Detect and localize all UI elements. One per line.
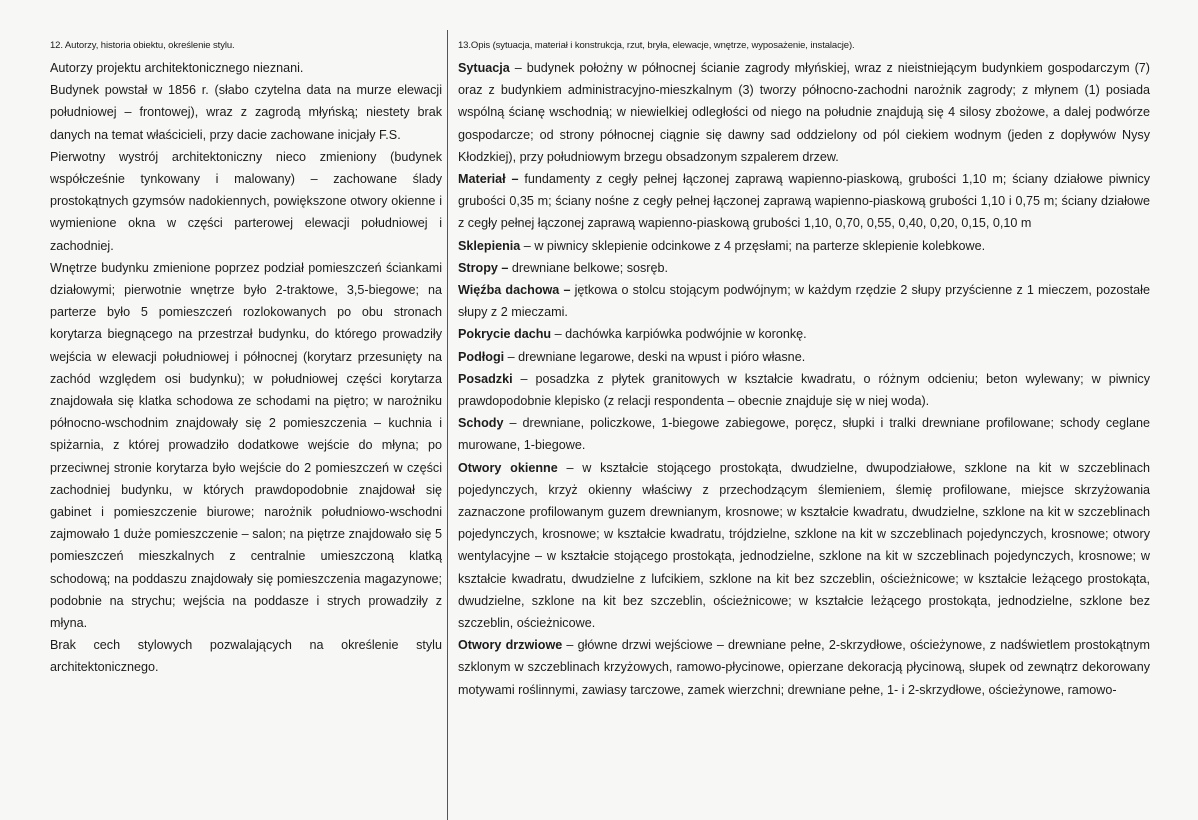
right-column (458, 38, 1150, 701)
item-text: – w kształcie stojącego prostokąta, dwudzielne, dwupodziałowe, szklone na kit w szczeblinach pojedynczych, krzyż okienny właściwy z przechodzącym ślemieniem, ślemię profilowane, miejsce skrzyżowania zaznaczone profilowanym guzem drewnianym, krosnowe; w kształcie kwadratu, dwudzielne, szklone na kit w szczeblinach pojedynczych, krosnowe; w kształcie kwadratu, trójdzielne, szklone na kit w szczeblinach pojedynczych, krosnowe; otwory wentylacyjne – w kształcie stojącego prostokąta, jednodzielne, szklone na kit w szczeblinach pojedynczych, krosnowe; w kształcie kwadratu, dwudzielne z lufcikiem, szklone na kit bez szczeblin, ościeżnicowe; w kształcie leżącego prostokąta, dwudzielne, szklone na kit bez szczeblin, ościeżnicowe; w kształcie leżącego prostokąta, jednodzielne, szklone bez szczeblin, ościeżnicowe. (458, 460, 1150, 631)
left-paragraph: Budynek powstał w 1856 r. (słabo czytelna data na murze elewacji południowej – frontowej), wraz z zagrodą młyńską; niestety brak danych na temat właścicieli, przy dacie zachowane inicjały F.S. (50, 83, 442, 142)
item-label: Sklepienia (458, 238, 521, 253)
left-paragraph: Brak cech stylowych pozwalających na określenie stylu architektonicznego. (50, 638, 442, 675)
item-text: – budynek położny w północnej ścianie zagrody młyńskiej, wraz z nieistniejącym budynkiem gospodarczym (7) oraz z budynkiem administracyjno-mieszkalnym (3) tworzy północno-zachodni narożnik zagrody; z młynem (1) posiada wspólną ścianę wschodnią; w niewielkiej odległości od niego na południe znajdują się 4 silosy zbożowe, a dalej podwórze gospodarcze; od strony północnej ciągnie się dawny sad oddzielony od pól ciekiem wodnym (jeden z dopływów Nysy Kłodzkiej), przy południowym brzegu obsadzonym szpalerem drzew. (458, 61, 1150, 164)
left-paragraph: Pierwotny wystrój architektoniczny nieco zmieniony (budynek współcześnie tynkowany i malowany) – zachowane ślady prostokątnych gzymsów nadokiennych, powiększone otwory okienne i wymienione okna w części parterowej elewacji południowej i zachodniej. (50, 149, 442, 253)
item-text: drewniane belkowe; sosręb. (508, 260, 669, 275)
section-12-heading: 12. Autorzy, historia obiektu, określenie stylu. (50, 40, 235, 51)
item-label: Schody (458, 416, 504, 431)
description-item (458, 412, 1150, 456)
description-item (458, 257, 1150, 279)
description-item (458, 368, 1150, 412)
description-item (458, 346, 1150, 368)
item-text: – w piwnicy sklepienie odcinkowe z 4 przęsłami; na parterze sklepienie kolebkowe. (520, 238, 986, 253)
item-text: fundamenty z cegły pełnej łączonej zaprawą wapienno-piaskową, grubości 1,10 m; ściany działowe piwnicy grubości 0,35 m; ściany nośne z cegły pełnej łączonej zaprawą wapienno-piaskową grubości 1,10 i 0,75 m; ściany działowe z cegły pełnej łączonej zaprawą wapienno-piaskową grubości 1,10, 0,70, 0,55, 0,40, 0,20, 0,15, 0,10 m (458, 172, 1150, 231)
item-label: Materiał – (458, 172, 519, 187)
item-text: – główne drzwi wejściowe – drewniane pełne, 2-skrzydłowe, ościeżynowe, z nadświetlem prostokątnym szklonym w szczeblinach krzyżowych, ramowo-płycinowe, opierzane dekoracją płycinową, słupek od zewnątrz dekorowany motywami roślinnymi, zawiasy tarczowe, zamek wierzchni; drewniane pełne, 1- i 2-skrzydłowe, ościeżynowe, ramowo- (458, 638, 1151, 697)
item-text: – drewniane, policzkowe, 1-biegowe zabiegowe, poręcz, słupki i tralki drewniane profilowane; schody ceglane murowane, 1-biegowe. (458, 416, 1150, 453)
item-label: Otwory okienne (458, 460, 558, 475)
section-13-heading: 13.Opis (sytuacja, materiał i konstrukcja, rzut, bryła, elewacje, wnętrze, wyposażenie, instalacje). (458, 40, 855, 51)
item-label: Sytuacja (458, 61, 510, 75)
description-item (458, 323, 1150, 345)
item-label: Stropy – (458, 260, 509, 275)
left-column (50, 38, 442, 679)
description-item (458, 279, 1150, 323)
item-label: Podłogi (458, 349, 505, 364)
item-text: – dachówka karpiówka podwójnie w koronkę. (551, 327, 807, 342)
item-label: Posadzki (458, 371, 513, 386)
left-paragraph: Wnętrze budynku zmienione poprzez podział pomieszczeń ściankami działowymi; pierwotnie wnętrze było 2-traktowe, 3,5-biegowe; na parterze było 5 pomieszczeń rozlokowanych po obu stronach korytarza biegnącego na przestrzał budynku, do którego prowadziły wejścia w elewacji południowej i północnej (korytarz przesunięty na zachód względem osi budynku); w południowej części korytarza znajdowała się klatka schodowa ze schodami na piętro; w narożniku północno-wschodnim znajdowały się 2 pomieszczenia – kuchnia i spiżarnia, z której prowadziło dodatkowe wejście do młyna; po przeciwnej stronie korytarza było wejście do 2 pomieszczeń w części zachodniej budynku, w których prawdopodobnie znajdował się gabinet i pomieszczenie biurowe; narożnik południowo-wschodni zajmowało 1 duże pomieszczenie – salon; na piętrze znajdowało się 5 pomieszczeń mieszkalnych z centralnie umieszczoną klatką schodową; na poddaszu znajdowały się pomieszczenia magazynowe; podobnie na strychu; wejścia na poddasze i strych prowadziły z młyna. (50, 260, 442, 631)
description-item (458, 168, 1150, 235)
description-item (458, 57, 1150, 168)
item-label: Otwory drzwiowe (458, 638, 563, 653)
item-label: Więźba dachowa – (458, 283, 571, 298)
item-text: jętkowa o stolcu stojącym podwójnym; w każdym rzędzie 2 słupy przyścienne z 1 mieczem, pozostałe słupy z 2 mieczami. (458, 283, 1150, 320)
description-item (458, 634, 1150, 701)
description-item (458, 457, 1150, 635)
item-text: – posadzka z płytek granitowych w kształcie kwadratu, o różnym odcieniu; beton wylewany; w piwnicy prawdopodobnie klepisko (z relacji respondenta – obecnie znajduje się w niej woda). (458, 371, 1150, 409)
description-item (458, 235, 1150, 257)
item-text: – drewniane legarowe, deski na wpust i pióro własne. (504, 349, 806, 364)
left-paragraph: Autorzy projektu architektonicznego nieznani. (50, 61, 304, 75)
column-divider (447, 30, 448, 820)
item-label: Pokrycie dachu (458, 327, 552, 342)
